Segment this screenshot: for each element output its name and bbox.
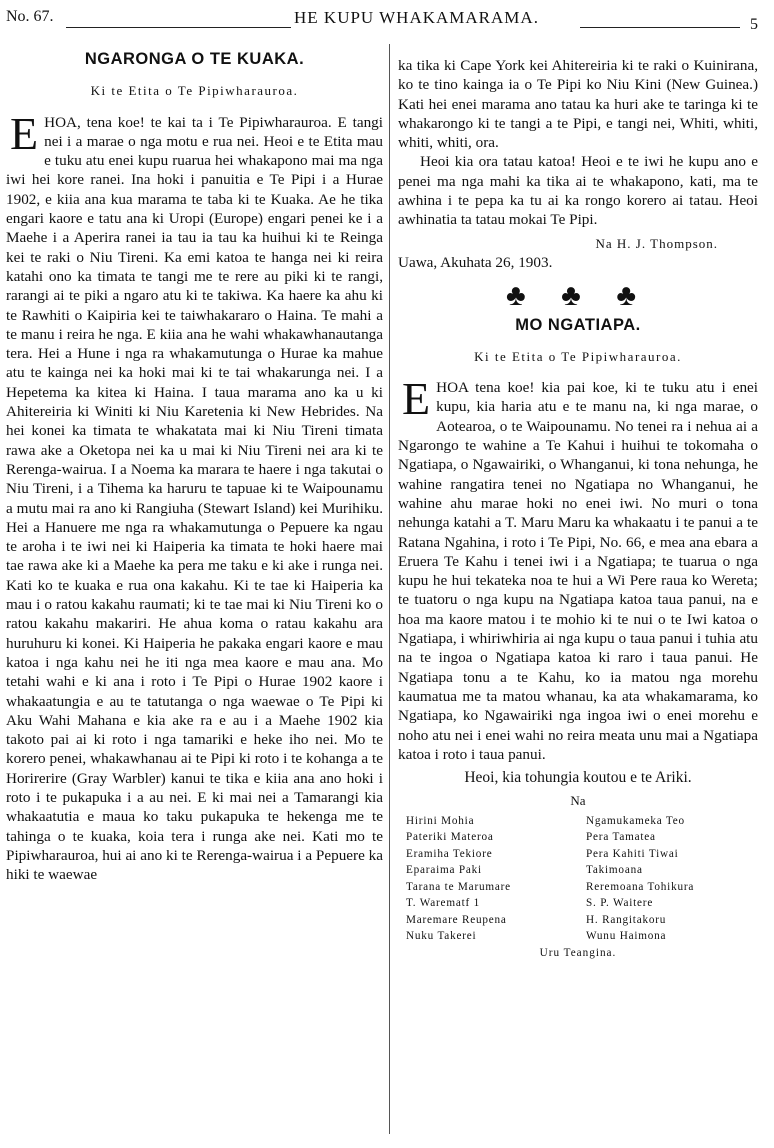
- signatory-name: Reremoana Tohikura: [586, 880, 695, 893]
- article-closing: Heoi kia ora tatau katoa! Heoi e te iwi he kupu ano e penei ma nga mahi ka tika ai te whakapono, kati, ma te awhina i te pepa ka tu ai ka rongo korero ai tatau. Heoi awhinatia ta tatau mokai Te Pipi.: [398, 153, 758, 229]
- signatory-name: Pera Kahiti Tiwai: [586, 847, 679, 860]
- dropcap-letter: E: [10, 107, 39, 159]
- signatory-name: Maremare Reupena: [406, 913, 507, 926]
- issue-number: No. 67.: [6, 8, 54, 25]
- article-body-kuaka: [6, 107, 383, 885]
- page-number: 5: [750, 16, 758, 33]
- article-body-ngatiapa: [398, 373, 758, 764]
- article-title-kuaka: NGARONGA O TE KUAKA.: [84, 50, 305, 68]
- article-subhead-kuaka: Ki te Etita o Te Pipiwharauroa.: [90, 83, 299, 99]
- dateline: Uawa, Akuhata 26, 1903.: [398, 253, 553, 271]
- running-title: HE KUPU WHAKAMARAMA.: [294, 8, 539, 27]
- signatories-list: [398, 813, 758, 945]
- signatory-name: H. Rangitakoru: [586, 913, 667, 926]
- header-rule-left: [66, 27, 291, 28]
- signatories-intro: Na: [570, 793, 586, 809]
- signatory-name: Nuku Takerei: [406, 930, 477, 943]
- dropcap-letter: E: [402, 373, 431, 425]
- signatory-name: Takimoana: [586, 864, 643, 877]
- signatory-name-final: Uru Teangina.: [539, 946, 617, 959]
- article-body-text: HOA tena koe! kia pai koe, ki te tuku atu i enei kupu, kia haria atu e te manu na, ki nga marae, o Aotearoa, o te Waipounamu. No tenei ra i nehua ai a Ngarongo te wahine a Te Kahui i huihui te tokomaha o Ngatiapa, o Ngawairiki, o Whanganui, ki tona nehunga, he wahine rangatira tenei no Ngatiapa no Whanganui, he wahine ahu marae hoki no enei iwi. No muri o tona nehunga katahi a T. Maru Maru ka whakaatu i te panui a te Ratana Ngahina, i roto i Te Pipi, No. 66, e mea ana ebara a Eruera Te Kahu i tenei iwi i a Ngatiapa; te tuarua o nga kupu he hui tekateka noa te hui a Wi Pere raua ko Wereta; te tuatoru o nga kupu na Ngatiapa katoa taua panui, na e hoa ma kaore matou i te mohio ki te nui o te Iwi katoa o Ngatiapa, i whiriwhiria ai nga kupu o taua panui i tuhia atu na te ingoa o Ngatiapa katoa ki raro i taua panui. He Ngatiapa tonu a te Kahu, ko ia matou nga morehu kaumatua me ta matou whanau, ka ata whakamarama, ko Ngatiapa, ko Ngawairiki nga ingoa iwi o enei morehu e noho atu nei i enei wahi no reira meata unu mai a Ngatiapa katoa i roto i taua panui.: [398, 379, 758, 763]
- header-rule-right: [580, 27, 740, 28]
- article-body-text: HOA, tena koe! te kai ta i Te Pipiwharauroa. E tangi nei i a marae o nga motu e rua nei. Heoi e te Etita mau e tuku atu enei kupu ruarua hei whakapono mai ma nga iwi hei kore ranei. Ina hoki i panuitia e Te Pipi i a Hurae 1902, e kiia ana kua marama te taba ki te Kuaka. Ae he tika engari kaore e tatu ana ki Uropi (Europe) engari penei ke i a Maehe i a Aperira ranei ia tau ia tau ka huihui ki te Reinga kei te raki o Niu Tireni. Ka emi katoa te hanga nei ki reira katahi ono ka timata te tangi me te rere au piki ki te rangi, rarangi ai te piki a ngaro atu ki te takiwa. Ka haere ka ahu ki te Rawhiti o Kaipiria kei te taiwhakararo o Haina. Te mahi a te manu i reira he nga. E kiia ana he wahi whakawhanautanga tera. Hei a Hune i nga ra whakamutunga o Hurae ka mahue atu te kainga nei ka hoki mai ki te tai whakarunga nei. I a Hepetema ka kitea ki Haina. I taua marama ano ka u ki Ahitereiria ki Winiti ki Niu Karetenia ki New Hebrides. Na hei konei ka timata te whakatata mai ki Niu Tireni timata rawa ake a Oketopa nei ka u mai ki Niu Tireni nei ara ki te Rerenga-wairua. I a Noema ka marara te haere i nga takutai o Niu Tireni, i a Tihema ka haruru te tapuae ki te Waipounamu a mutu mai ra ano ki Rangiuha (Stewart Island) kei Murihiku. Hei a Hanuere me nga ra whakamutunga o Pepuere ka ngau te aroha i te iwi nei ki Haiperia ka timata te hoki haere mai tae rawa ake ki a Maehe ka pera me taku e ki ake i runga nei. Kati ko te kuaka e rua ona kakahu. Ki te tae ki Haiperia ka mau i o ratou kakahu raumati; ki te tae mai ki Niu Tireni ko o ratou kakahu makariri. He ahua koma o ratau kakahu ara huruhuru ki konei. Ki Haiperia he pakaka engari kaore e mau katoa i nga kahu nei he iti nga mea kaore e mau ana. Mo tetahi wahi e ki ana i roto i Te Pipi o Hurae 1902 kaore i whakaatungia e au te tatutanga o nga waewae o Te Pipi ki Aku Wahi Mahana e kia ake ra e au i a Maehe 1902 kia takoto pai ai ki roto i nga tamariki e heke iho nei. Mo te korero penei, whakawhanau ai te Pipi ki roto i te kohanga a te Horirerire (Gray Warbler) kanui te tika e kiia ana ano hoki i roto i te pukapuka i a au nei. E ki mai nei a Tamarangi kia whakaatutia e maua ko taku pukapuka te hekenga me te tahinga o te kuaka, koia tera i runga ake nei. Kati mo te Pipiwharauroa, hui ai ano ki te Rerenga-wairua i a Pepuere ka hiki te waewae: [6, 113, 383, 884]
- article-title-ngatiapa: MO NGATIAPA.: [515, 315, 641, 334]
- blessing-line: Heoi, kia tohungia koutou e te Ariki.: [464, 769, 692, 787]
- signatory-name: S. P. Waitere: [586, 897, 654, 910]
- signatory-name: Pera Tamatea: [586, 831, 656, 844]
- column-divider: [389, 44, 390, 1134]
- article-continued-body: ka tika ki Cape York kei Ahitereiria ki te raki o Kuinirana, ko te tino kainga ia o Te Pipi ko Niu Kini (New Guinea.) Kati hei enei marama ano tatau ka huri ake te taringa ki te whakarongo ki te tangi a te Pipi, e tangi nei, Whiti, whiti, whiti, whiti, ora.: [398, 57, 758, 152]
- signatory-name: Hirini Mohia: [406, 814, 475, 827]
- signatory-name: Ngamukameka Teo: [586, 814, 685, 827]
- signatory-name: Wunu Haimona: [586, 930, 667, 943]
- right-column: [398, 56, 758, 961]
- signatory-name: Eramiha Tekiore: [406, 847, 493, 860]
- signatory-name: Tarana te Marumare: [406, 880, 511, 893]
- clover-ornament-icon: ♣ ♣ ♣: [505, 279, 651, 313]
- page-header: [6, 6, 758, 34]
- signatory-name: T. Warematf 1: [406, 897, 481, 910]
- article-subhead-ngatiapa: Ki te Etita o Te Pipiwharauroa.: [474, 348, 682, 364]
- left-column: [6, 44, 383, 884]
- signatory-name: Eparaima Paki: [406, 864, 482, 877]
- signatory-name: Pateriki Materoa: [406, 831, 494, 844]
- author-signature: Na H. J. Thompson.: [595, 235, 718, 251]
